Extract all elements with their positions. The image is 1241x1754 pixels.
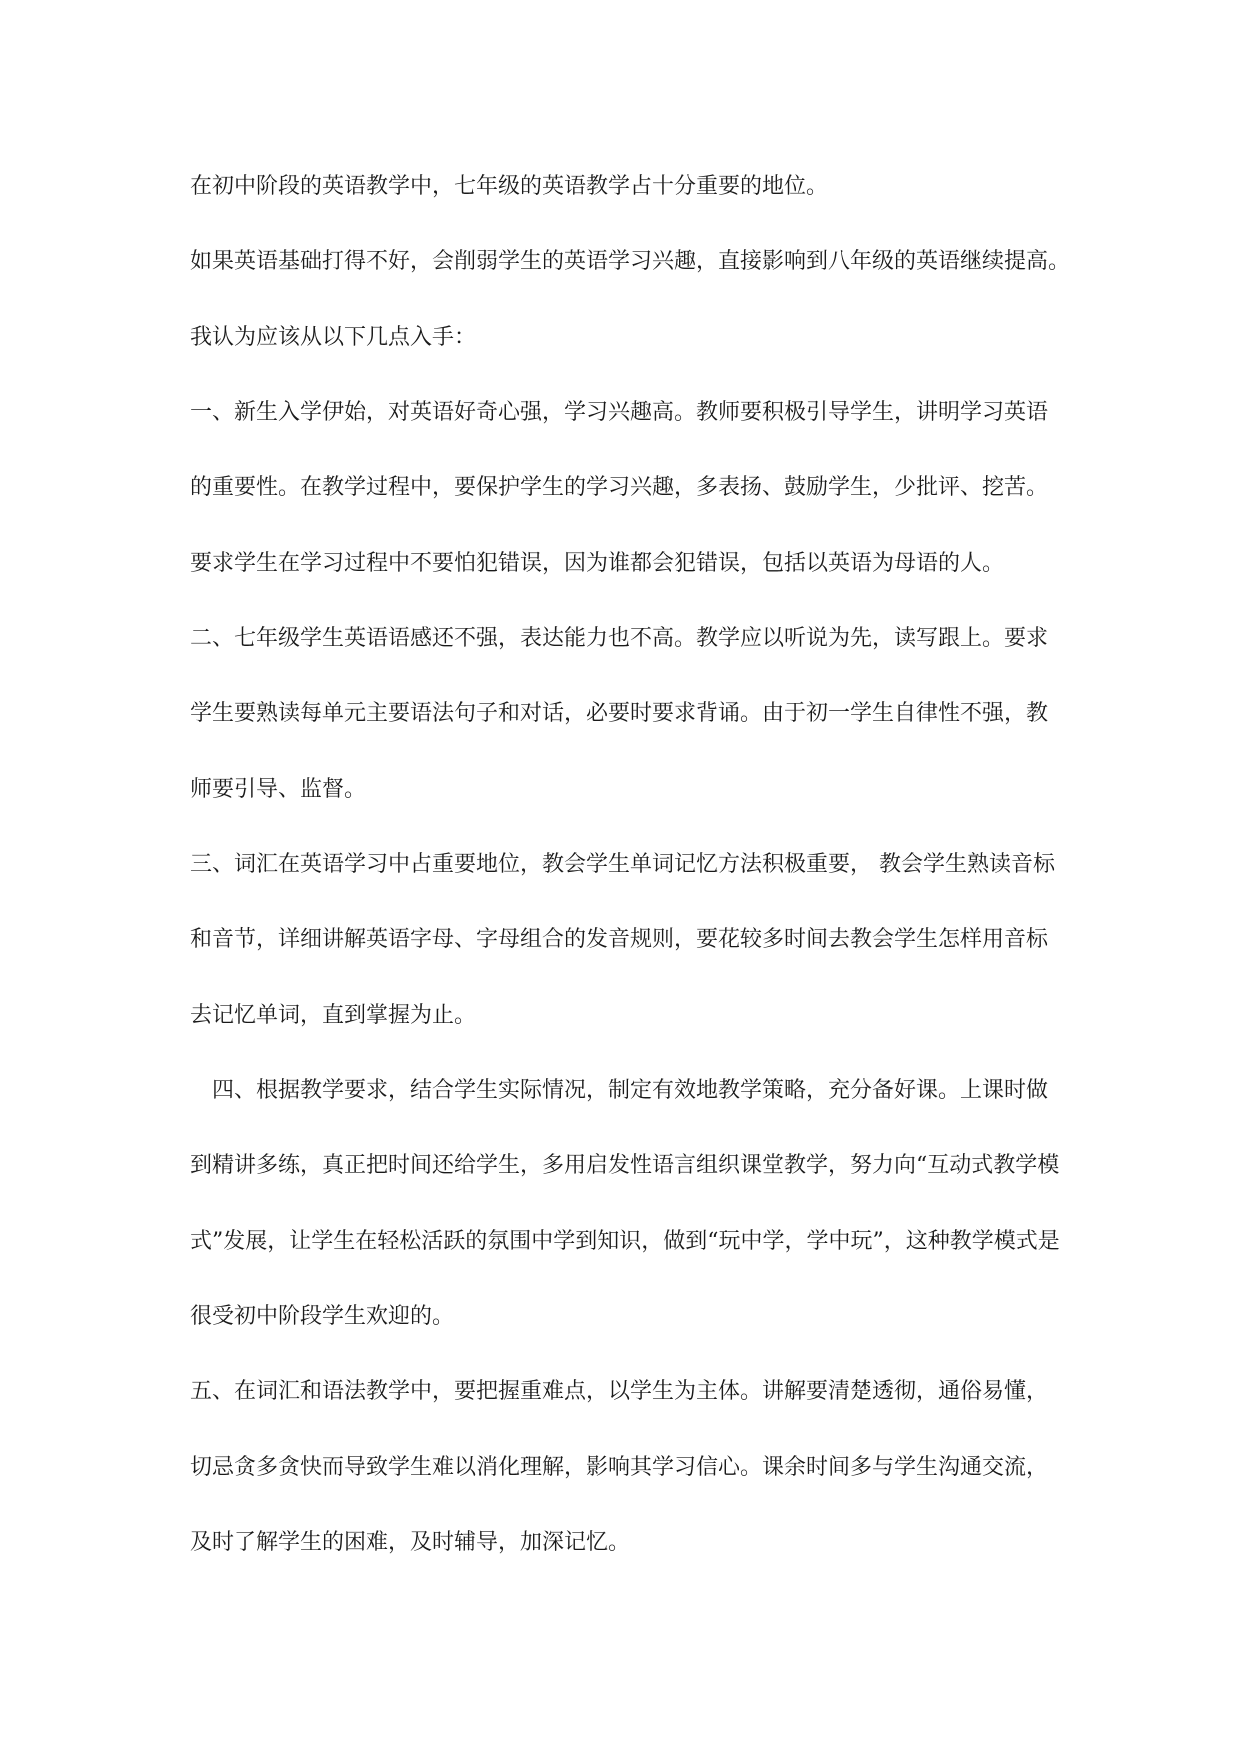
text-line: 一、新生入学伊始，对英语好奇心强，学习兴趣高。教师要积极引导学生，讲明学习英语 — [190, 400, 1049, 425]
text-line: 要求学生在学习过程中不要怕犯错误，因为谁都会犯错误，包括以英语为母语的人。 — [190, 551, 1005, 576]
text-line: 及时了解学生的困难，及时辅导，加深记忆。 — [190, 1530, 631, 1555]
text-line: 二、七年级学生英语语感还不强，表达能力也不高。教学应以听说为先，读写跟上。要求 — [190, 626, 1049, 651]
text-line: 五、在词汇和语法教学中，要把握重难点，以学生为主体。讲解要清楚透彻，通俗易懂， — [190, 1379, 1049, 1404]
text-line: 在初中阶段的英语教学中，七年级的英语教学占十分重要的地位。 — [190, 174, 829, 199]
text-line: 四、根据教学要求，结合学生实际情况，制定有效地教学策略，充分备好课。上课时做 — [212, 1078, 1049, 1103]
text-line: 学生要熟读每单元主要语法句子和对话，必要时要求背诵。由于初一学生自律性不强，教 — [190, 701, 1049, 726]
text-line: 三、词汇在英语学习中占重要地位，教会学生单词记忆方法积极重要， 教会学生熟读音标 — [190, 852, 1055, 877]
text-line: 如果英语基础打得不好，会削弱学生的英语学习兴趣，直接影响到八年级的英语继续提高。 — [190, 249, 1071, 274]
text-line: 师要引导、监督。 — [190, 777, 367, 802]
text-line: 到精讲多练，真正把时间还给学生，多用启发性语言组织课堂教学，努力向“互动式教学模 — [190, 1153, 1060, 1178]
text-line: 的重要性。在教学过程中，要保护学生的学习兴趣，多表扬、鼓励学生，少批评、挖苦。 — [190, 475, 1049, 500]
text-line: 我认为应该从以下几点入手： — [190, 325, 477, 350]
text-line: 很受初中阶段学生欢迎的。 — [190, 1304, 455, 1329]
text-line: 切忌贪多贪快而导致学生难以消化理解，影响其学习信心。课余时间多与学生沟通交流， — [190, 1455, 1049, 1480]
text-line: 式”发展，让学生在轻松活跃的氛围中学到知识，做到“玩中学，学中玩”，这种教学模式是 — [190, 1229, 1060, 1254]
text-line: 去记忆单词，直到掌握为止。 — [190, 1003, 477, 1028]
text-line: 和音节，详细讲解英语字母、字母组合的发音规则，要花较多时间去教会学生怎样用音标 — [190, 927, 1049, 952]
